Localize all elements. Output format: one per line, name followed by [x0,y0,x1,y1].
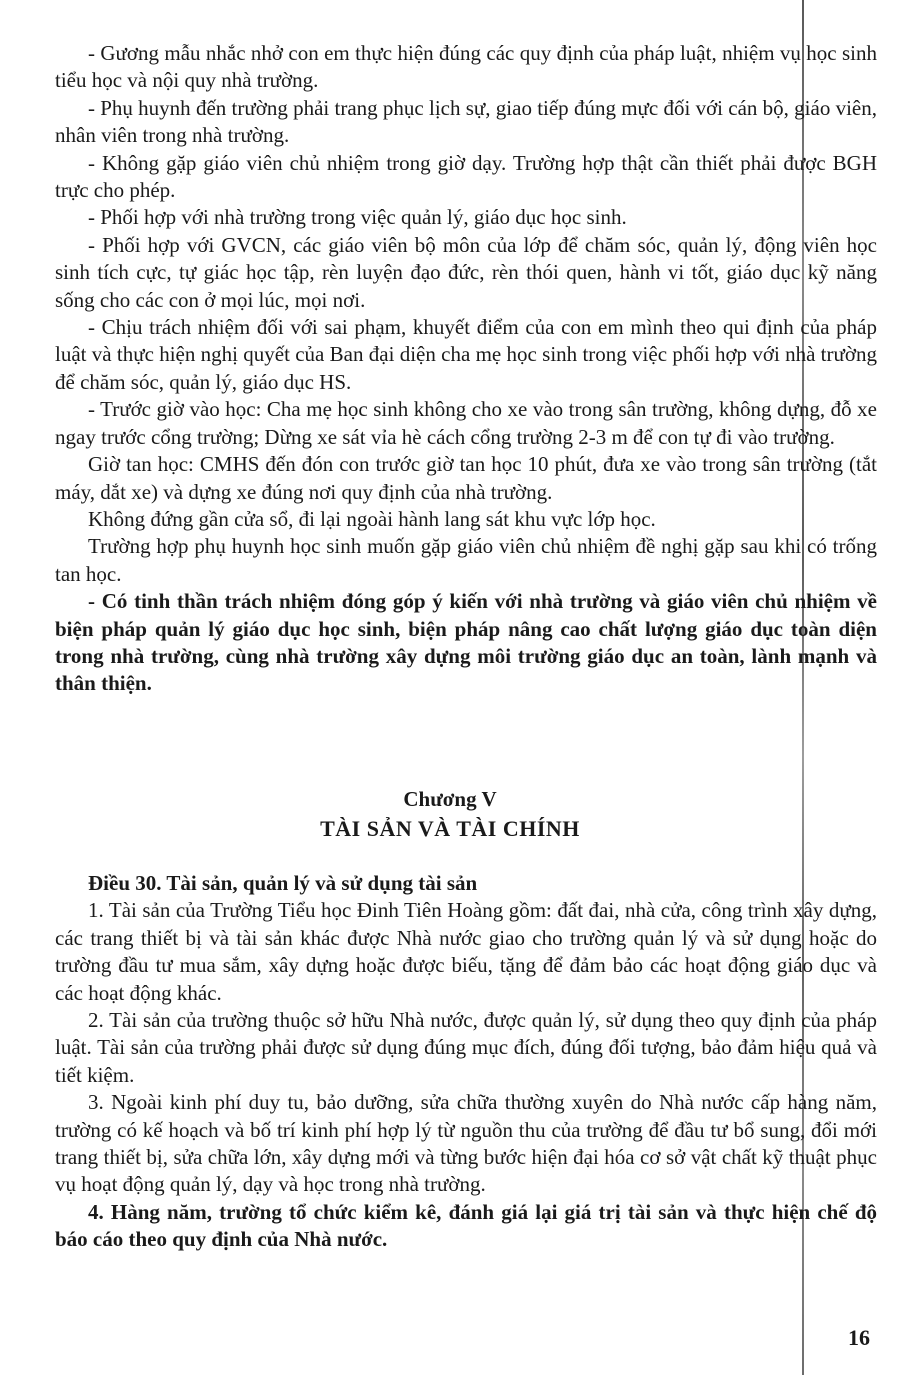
paragraph: Không đứng gần cửa sổ, đi lại ngoài hành lang sát khu vực lớp học. [88,506,656,531]
page-number: 16 [848,1325,870,1350]
paragraph: - Gương mẫu nhắc nhở con em thực hiện đúng các quy định của pháp luật, nhiệm vụ học sinh tiểu học và nội quy nhà trường. [55,41,877,93]
article-30-section [55,870,877,1254]
paragraph: Trường hợp phụ huynh học sinh muốn gặp giáo viên chủ nhiệm đề nghị gặp sau khi có trống tan học. [55,534,877,586]
paragraph: - Phụ huynh đến trường phải trang phục lịch sự, giao tiếp đúng mực đối với cán bộ, giáo viên, nhân viên trong nhà trường. [55,95,877,148]
article-heading: Điều 30. Tài sản, quản lý và sử dụng tài sản [88,871,478,895]
paragraph: 1. Tài sản của Trường Tiểu học Đinh Tiên Hoàng gồm: đất đai, nhà cửa, công trình xây dựng, các trang thiết bị và tài sản khác được Nhà nước giao cho trường quản lý và sử dụng hoặc do trường đầu tư mua sắm, xây dựng hoặc được biếu, tặng để đảm bảo các hoạt động giáo dục và các hoạt động khác. [55,898,877,1005]
paragraph: 4. Hàng năm, trường tổ chức kiểm kê, đánh giá lại giá trị tài sản và thực hiện chế độ báo cáo theo quy định của Nhà nước. [55,1199,877,1252]
paragraph: 3. Ngoài kinh phí duy tu, bảo dưỡng, sửa chữa thường xuyên do Nhà nước cấp hàng năm, trường có kế hoạch và bố trí kinh phí hợp lý từ nguồn thu của trường để đầu tư bổ sung, đổi mới trang thiết bị, sửa chữa lớn, xây dựng mới và từng bước hiện đại hóa cơ sở vật chất kỹ thuật phục vụ hoạt động quản lý, dạy và học trong nhà trường. [55,1090,877,1197]
paragraph: - Có tinh thần trách nhiệm đóng góp ý kiến với nhà trường và giáo viên chủ nhiệm về biện pháp quản lý giáo dục học sinh, biện pháp nâng cao chất lượng giáo dục toàn diện trong nhà trường, cùng nhà trường xây dựng môi trường giáo dục an toàn, lành mạnh và thân thiện. [55,589,877,696]
paragraph: - Không gặp giáo viên chủ nhiệm trong giờ dạy. Trường hợp thật cần thiết phải được BGH trực cho phép. [55,150,877,203]
parent-responsibilities-section [55,40,877,698]
paragraph: - Chịu trách nhiệm đối với sai phạm, khuyết điểm của con em mình theo qui định của pháp luật và thực hiện nghị quyết của Ban đại diện cha mẹ học sinh trong việc phối hợp với nhà trường để chăm sóc, quản lý, giáo dục HS. [55,315,877,394]
paragraph: 2. Tài sản của trường thuộc sở hữu Nhà nước, được quản lý, sử dụng theo quy định của pháp luật. Tài sản của trường phải được sử dụng đúng mục đích, đúng đối tượng, bảo đảm hiệu quả và tiết kiệm. [55,1008,877,1087]
paragraph: - Trước giờ vào học: Cha mẹ học sinh không cho xe vào trong sân trường, không dựng, đỗ xe ngay trước cổng trường; Dừng xe sát vỉa hè cách cổng trường 2-3 m để con tự đi vào trường. [55,397,877,449]
paragraph: - Phối hợp với nhà trường trong việc quản lý, giáo dục học sinh. [88,205,627,230]
paragraph: Giờ tan học: CMHS đến đón con trước giờ tan học 10 phút, đưa xe vào trong sân trường (tắt máy, dắt xe) và dựng xe đúng nơi quy định của nhà trường. [55,452,877,504]
chapter-title: TÀI SẢN VÀ TÀI CHÍNH [320,816,580,841]
chapter-label: Chương V [403,787,497,811]
paragraph: - Phối hợp với GVCN, các giáo viên bộ môn của lớp để chăm sóc, quản lý, động viên học sinh tích cực, tự giác học tập, rèn luyện đạo đức, rèn thói quen, hành vi tốt, giáo dục kỹ năng sống cho các con ở mọi lúc, mọi nơi. [55,232,877,312]
